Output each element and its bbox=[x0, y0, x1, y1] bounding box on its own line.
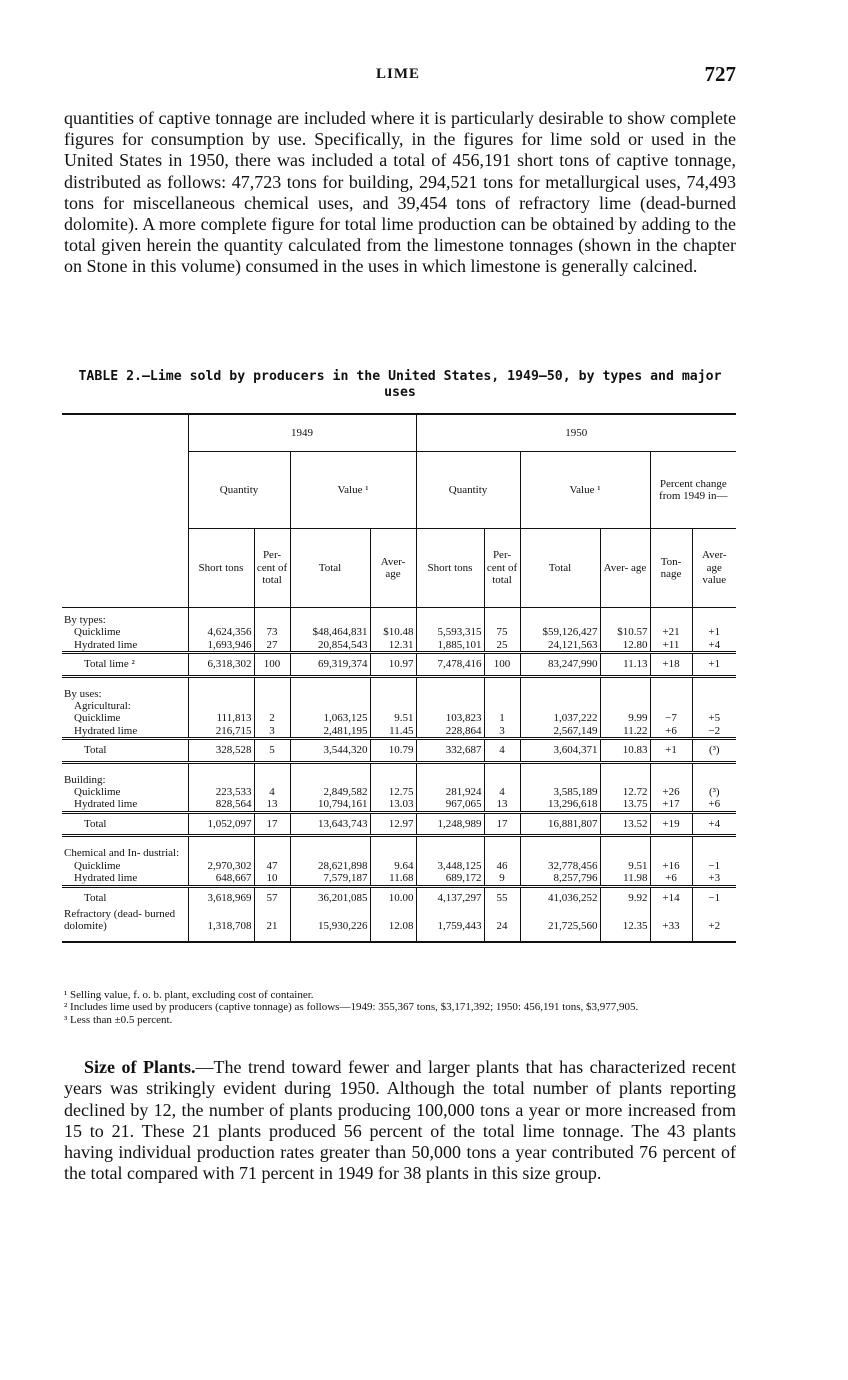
table-cell: 28,621,898 bbox=[290, 860, 370, 872]
table-cell: 13 bbox=[254, 798, 290, 812]
section-agricultural: Agricultural: bbox=[74, 700, 131, 713]
table-cell: 11.45 bbox=[370, 725, 416, 739]
table-cell: 25 bbox=[484, 639, 520, 653]
stub-header bbox=[62, 414, 188, 608]
table-cell: 1,693,946 bbox=[188, 639, 254, 653]
table-cell: (³) bbox=[692, 786, 736, 798]
footnote-2: ² Includes lime used by producers (captive tonnage) as follows—1949: 355,367 tons, $3,171,392; 1950: 456,191 tons, $3,977,905. bbox=[64, 1001, 639, 1014]
table-row bbox=[62, 712, 736, 724]
row-label: Quicklime bbox=[74, 626, 121, 639]
table-row bbox=[62, 860, 736, 872]
table-cell: 13.03 bbox=[370, 798, 416, 812]
section-chemical: Chemical and In- dustrial: bbox=[62, 836, 188, 860]
table-cell: 55 bbox=[484, 886, 520, 908]
table-cell: 1,052,097 bbox=[188, 812, 254, 835]
table-cell: +26 bbox=[650, 786, 692, 798]
table-cell: +5 bbox=[692, 712, 736, 724]
table-cell: 7,478,416 bbox=[416, 653, 484, 676]
table-cell: 100 bbox=[254, 653, 290, 676]
row-label: Total bbox=[62, 812, 188, 835]
table-cell: 1,037,222 bbox=[520, 712, 600, 724]
table-row bbox=[62, 812, 736, 835]
col-total-1950: Total bbox=[520, 529, 600, 608]
col-short-tons-1950: Short tons bbox=[416, 529, 484, 608]
table-cell: 20,854,543 bbox=[290, 639, 370, 653]
row-label: Quicklime bbox=[74, 859, 121, 872]
quantity-header-1950: Quantity bbox=[416, 452, 520, 529]
table-cell: 17 bbox=[484, 812, 520, 835]
table-cell: (³) bbox=[692, 739, 736, 762]
table-cell: 11.13 bbox=[600, 653, 650, 676]
table-cell: 12.80 bbox=[600, 639, 650, 653]
table-cell: 328,528 bbox=[188, 739, 254, 762]
table-cell: 2,567,149 bbox=[520, 725, 600, 739]
table-cell: +6 bbox=[650, 725, 692, 739]
table-cell: 3,544,320 bbox=[290, 739, 370, 762]
section-building: Building: bbox=[62, 762, 188, 786]
table-cell: 4 bbox=[254, 786, 290, 798]
table-cell: 223,533 bbox=[188, 786, 254, 798]
table-cell: 1,759,443 bbox=[416, 908, 484, 942]
table-caption: TABLE 2.—Lime sold by producers in the United States, 1949–50, by types and major uses bbox=[78, 369, 722, 400]
year-header-1950: 1950 bbox=[416, 414, 736, 452]
table-cell: 57 bbox=[254, 886, 290, 908]
table-cell: 13,643,743 bbox=[290, 812, 370, 835]
value-header-1950: Value ¹ bbox=[520, 452, 650, 529]
table-cell: 75 bbox=[484, 626, 520, 638]
table-cell: 6,318,302 bbox=[188, 653, 254, 676]
table-cell: 3,448,125 bbox=[416, 860, 484, 872]
running-header bbox=[0, 62, 848, 92]
table-cell: 16,881,807 bbox=[520, 812, 600, 835]
table-cell: 10.97 bbox=[370, 653, 416, 676]
col-average-1950: Aver- age bbox=[600, 529, 650, 608]
table-cell: 332,687 bbox=[416, 739, 484, 762]
quantity-header-1949: Quantity bbox=[188, 452, 290, 529]
table-cell: 228,864 bbox=[416, 725, 484, 739]
table-cell: +1 bbox=[650, 739, 692, 762]
table-row bbox=[62, 886, 736, 908]
table-cell: 13 bbox=[484, 798, 520, 812]
table-cell: +21 bbox=[650, 626, 692, 638]
table-cell: 12.97 bbox=[370, 812, 416, 835]
running-title: LIME bbox=[376, 66, 421, 82]
table-cell: 83,247,990 bbox=[520, 653, 600, 676]
table-row bbox=[62, 725, 736, 739]
table-cell: 9.64 bbox=[370, 860, 416, 872]
table-cell: +1 bbox=[692, 653, 736, 676]
table-cell: 12.72 bbox=[600, 786, 650, 798]
table-cell: $48,464,831 bbox=[290, 626, 370, 638]
table-cell: 4 bbox=[484, 786, 520, 798]
table-cell: $10.57 bbox=[600, 626, 650, 638]
row-label: Hydrated lime bbox=[74, 872, 138, 885]
row-label: Hydrated lime bbox=[74, 724, 138, 737]
footnote-1: ¹ Selling value, f. o. b. plant, excluding cost of container. bbox=[64, 989, 314, 1001]
table-cell: +18 bbox=[650, 653, 692, 676]
table-cell: 11.98 bbox=[600, 872, 650, 886]
table-cell: 12.35 bbox=[600, 908, 650, 942]
table-cell: −1 bbox=[692, 860, 736, 872]
table-cell: 10.79 bbox=[370, 739, 416, 762]
table-cell: 10.83 bbox=[600, 739, 650, 762]
footnotes bbox=[64, 989, 740, 1026]
table-cell: +33 bbox=[650, 908, 692, 942]
col-percent-1950: Per- cent of total bbox=[484, 529, 520, 608]
section-body: —The trend toward fewer and larger plants that has characterized recent years was strikingly evident during 1950. Although the total number of plants reporting declined by 12, the number of plants producing 100,000 tons a year or more increased from 15 to 21. These 21 plants produced 56 percent of the total lime tonnage. The 43 plants having individual production rates greater than 50,000 tons a year contributed 76 percent of the total compared with 71 percent in 1949 for 38 plants in this size group. bbox=[64, 1057, 736, 1184]
table-cell: 3,604,371 bbox=[520, 739, 600, 762]
table-row bbox=[62, 908, 736, 942]
table-cell: 27 bbox=[254, 639, 290, 653]
table-cell: 4,624,356 bbox=[188, 626, 254, 638]
table-cell: 24 bbox=[484, 908, 520, 942]
table-row bbox=[62, 739, 736, 762]
col-average-1949: Aver- age bbox=[370, 529, 416, 608]
table-cell: 32,778,456 bbox=[520, 860, 600, 872]
table-cell: 3,585,189 bbox=[520, 786, 600, 798]
table-cell: 4 bbox=[484, 739, 520, 762]
row-label: Total lime ² bbox=[62, 653, 188, 676]
table-cell: 12.08 bbox=[370, 908, 416, 942]
table-cell: 13,296,618 bbox=[520, 798, 600, 812]
table-cell: 1,885,101 bbox=[416, 639, 484, 653]
table-row bbox=[62, 798, 736, 812]
row-label: Total bbox=[62, 886, 188, 908]
table-cell: 689,172 bbox=[416, 872, 484, 886]
table-cell: 3,618,969 bbox=[188, 886, 254, 908]
table-cell: 2,849,582 bbox=[290, 786, 370, 798]
table-cell: 12.31 bbox=[370, 639, 416, 653]
table-cell: 46 bbox=[484, 860, 520, 872]
table-cell: +14 bbox=[650, 886, 692, 908]
year-header-1949: 1949 bbox=[188, 414, 416, 452]
row-label: Quicklime bbox=[74, 712, 121, 725]
table-cell: 9.92 bbox=[600, 886, 650, 908]
col-total-1949: Total bbox=[290, 529, 370, 608]
row-label: Hydrated lime bbox=[74, 638, 138, 651]
table-cell: 11.22 bbox=[600, 725, 650, 739]
col-tonnage-change: Ton- nage bbox=[650, 529, 692, 608]
size-of-plants-paragraph bbox=[64, 1057, 736, 1185]
table-cell: 216,715 bbox=[188, 725, 254, 739]
table-cell: 41,036,252 bbox=[520, 886, 600, 908]
table-cell: 15,930,226 bbox=[290, 908, 370, 942]
table-cell: $59,126,427 bbox=[520, 626, 600, 638]
table-cell: 9.99 bbox=[600, 712, 650, 724]
table-cell: 9.51 bbox=[600, 860, 650, 872]
lime-sales-table bbox=[62, 413, 736, 943]
table-cell: 103,823 bbox=[416, 712, 484, 724]
table-cell: 100 bbox=[484, 653, 520, 676]
table-cell: 10,794,161 bbox=[290, 798, 370, 812]
col-short-tons-1949: Short tons bbox=[188, 529, 254, 608]
table-cell: 2,481,195 bbox=[290, 725, 370, 739]
row-label: Quicklime bbox=[74, 786, 121, 799]
table-cell: 11.68 bbox=[370, 872, 416, 886]
table-cell: 1,248,989 bbox=[416, 812, 484, 835]
table-cell: 2 bbox=[254, 712, 290, 724]
table-cell: 73 bbox=[254, 626, 290, 638]
table-cell: 1,063,125 bbox=[290, 712, 370, 724]
section-heading: Size of Plants. bbox=[84, 1057, 196, 1077]
table-cell: 8,257,796 bbox=[520, 872, 600, 886]
table-cell: −1 bbox=[692, 886, 736, 908]
table-cell: 648,667 bbox=[188, 872, 254, 886]
table-cell: 10 bbox=[254, 872, 290, 886]
footnote-3: ³ Less than ±0.5 percent. bbox=[64, 1013, 173, 1026]
table-cell: +2 bbox=[692, 908, 736, 942]
table-cell: 21,725,560 bbox=[520, 908, 600, 942]
table-cell: +4 bbox=[692, 812, 736, 835]
table-cell: −2 bbox=[692, 725, 736, 739]
table-row bbox=[62, 639, 736, 653]
table-cell: 967,065 bbox=[416, 798, 484, 812]
table-cell: 13.52 bbox=[600, 812, 650, 835]
table-row bbox=[62, 872, 736, 886]
percent-change-header: Percent change from 1949 in— bbox=[650, 452, 736, 529]
table-cell: 5 bbox=[254, 739, 290, 762]
table-cell: 9 bbox=[484, 872, 520, 886]
table-cell: 828,564 bbox=[188, 798, 254, 812]
table-cell: 69,319,374 bbox=[290, 653, 370, 676]
table-row bbox=[62, 626, 736, 638]
row-label: Total bbox=[62, 739, 188, 762]
section-by-types: By types: bbox=[64, 614, 106, 626]
table-cell: +19 bbox=[650, 812, 692, 835]
col-average-value-change: Aver- age value bbox=[692, 529, 736, 608]
table-row bbox=[62, 653, 736, 676]
table-cell: 12.75 bbox=[370, 786, 416, 798]
table-cell: 9.51 bbox=[370, 712, 416, 724]
page-number: 727 bbox=[704, 62, 736, 86]
table-cell: +16 bbox=[650, 860, 692, 872]
table-cell: +6 bbox=[650, 872, 692, 886]
table-cell: 4,137,297 bbox=[416, 886, 484, 908]
table-cell: 1 bbox=[484, 712, 520, 724]
table-cell: +1 bbox=[692, 626, 736, 638]
table-cell: +11 bbox=[650, 639, 692, 653]
table-cell: +17 bbox=[650, 798, 692, 812]
table-cell: 281,924 bbox=[416, 786, 484, 798]
table-cell: 17 bbox=[254, 812, 290, 835]
table-cell: 21 bbox=[254, 908, 290, 942]
table-cell: 3 bbox=[484, 725, 520, 739]
table-cell: 3 bbox=[254, 725, 290, 739]
row-label: Refractory (dead- burned dolomite) bbox=[64, 907, 176, 933]
table-cell: +3 bbox=[692, 872, 736, 886]
table-cell: −7 bbox=[650, 712, 692, 724]
table-cell: 13.75 bbox=[600, 798, 650, 812]
table-cell: $10.48 bbox=[370, 626, 416, 638]
table-cell: 1,318,708 bbox=[188, 908, 254, 942]
section-by-uses: By uses: bbox=[62, 676, 188, 700]
table-cell: 47 bbox=[254, 860, 290, 872]
table-row bbox=[62, 786, 736, 798]
table-cell: 7,579,187 bbox=[290, 872, 370, 886]
intro-paragraph: quantities of captive tonnage are included where it is particularly desirable to show complete figures for consumption by use. Specifically, in the figures for lime sold or used in the United States in 1950, there was included a total of 456,191 short tons of captive tonnage, distributed as follows: 47,723 tons for building, 294,521 tons for metallurgical uses, 74,493 tons for miscellaneous chemical uses, and 39,454 tons of refractory lime (dead-burned dolomite). A more complete figure for total lime production can be obtained by adding to the total given herein the quantity calculated from the limestone tonnages (shown in the chapter on Stone in this volume) consumed in the uses in which limestone is generally calcined. bbox=[64, 108, 736, 277]
table-cell: +4 bbox=[692, 639, 736, 653]
row-label: Hydrated lime bbox=[74, 798, 138, 811]
table-cell: 36,201,085 bbox=[290, 886, 370, 908]
table-cell: 5,593,315 bbox=[416, 626, 484, 638]
table-cell: 24,121,563 bbox=[520, 639, 600, 653]
table-cell: 111,813 bbox=[188, 712, 254, 724]
table-cell: +6 bbox=[692, 798, 736, 812]
table-cell: 10.00 bbox=[370, 886, 416, 908]
col-percent-1949: Per- cent of total bbox=[254, 529, 290, 608]
table-cell: 2,970,302 bbox=[188, 860, 254, 872]
value-header-1949: Value ¹ bbox=[290, 452, 416, 529]
